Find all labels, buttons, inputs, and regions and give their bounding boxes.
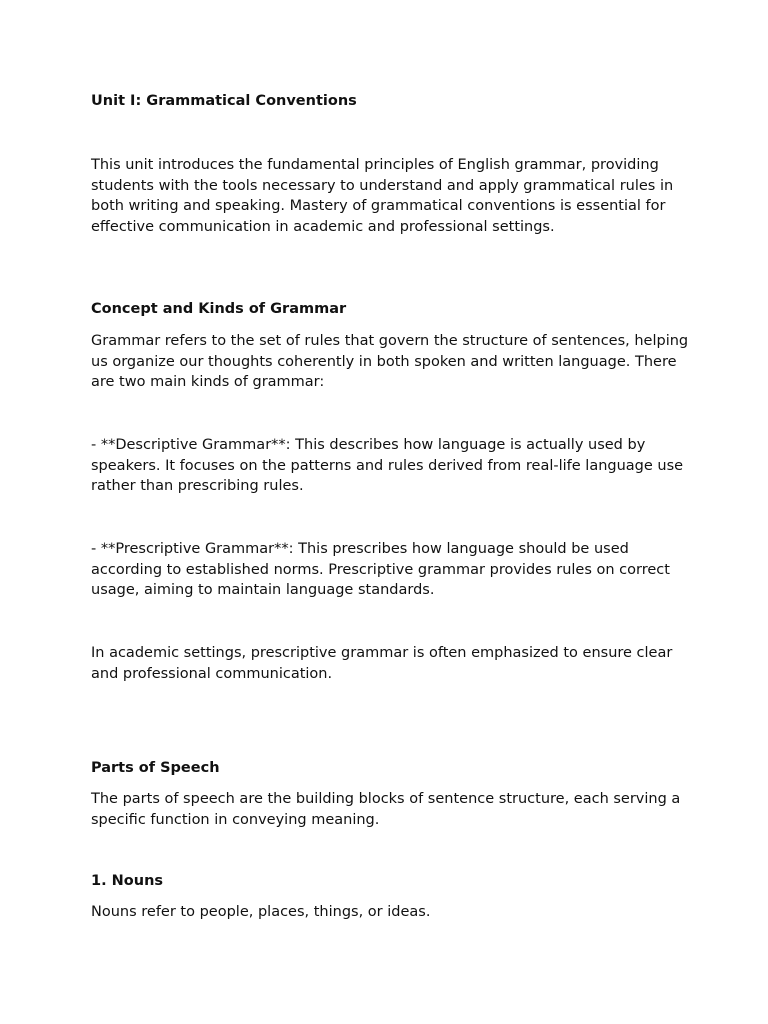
intro-paragraph: This unit introduces the fundamental principles of English grammar, providing students with the tools necessary to understand and apply grammatical rules in both writing and speaking. Mastery of grammatical conventions is essential for effective communication in academic and professional settings. — [91, 157, 674, 236]
grammar-definition-paragraph: Grammar refers to the set of rules that govern the structure of sentences, helping us organize our thoughts coherently in both spoken and written language. There are two main kinds of grammar: — [91, 333, 689, 391]
unit-title: Unit I: Grammatical Conventions — [91, 93, 357, 109]
prescriptive-grammar-item: - **Prescriptive Grammar**: This prescribes how language should be used according to established norms. Prescriptive grammar provides rules on correct usage, aiming to maintain language standards. — [91, 541, 670, 599]
section-heading-nouns: 1. Nouns — [91, 873, 164, 889]
academic-settings-paragraph: In academic settings, prescriptive grammar is often emphasized to ensure clear and professional communication. — [91, 645, 673, 682]
descriptive-grammar-item: - **Descriptive Grammar**: This describes how language is actually used by speakers. It focuses on the patterns and rules derived from real-life language use rather than prescribing rules. — [91, 437, 684, 495]
section-heading-concept-and-kinds: Concept and Kinds of Grammar — [91, 301, 347, 317]
nouns-paragraph: Nouns refer to people, places, things, or ideas. — [91, 904, 431, 920]
parts-of-speech-paragraph: The parts of speech are the building blocks of sentence structure, each serving a specific function in conveying meaning. — [91, 791, 681, 828]
section-heading-parts-of-speech: Parts of Speech — [91, 760, 220, 776]
